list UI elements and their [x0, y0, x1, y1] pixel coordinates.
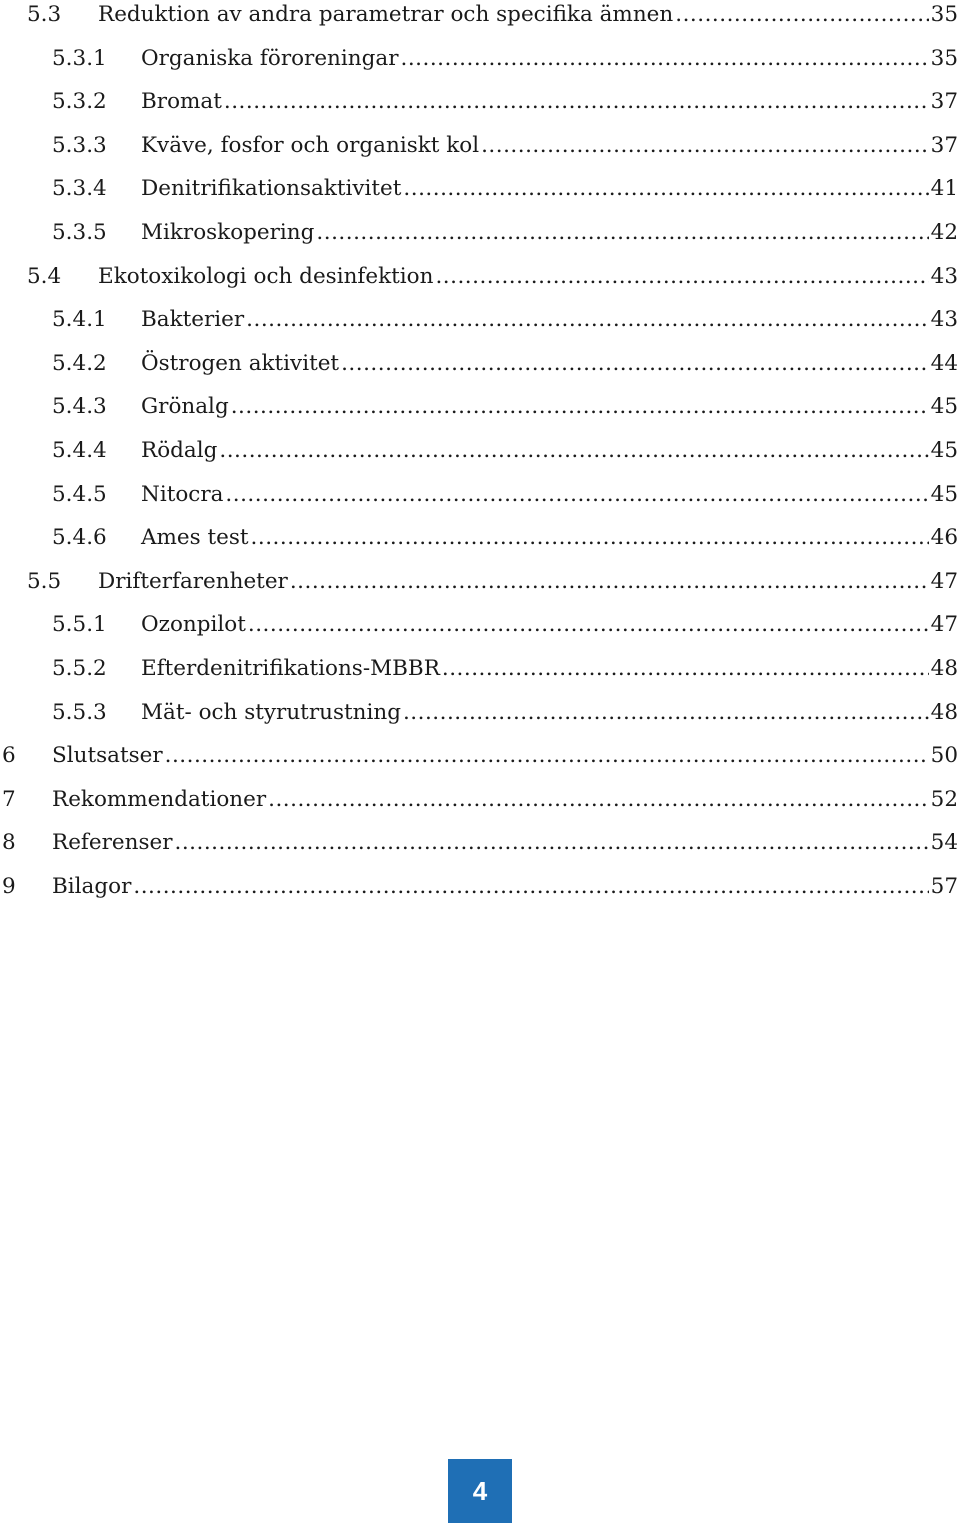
- toc-entry-page: 57: [930, 874, 958, 899]
- toc-entry[interactable]: [0, 654, 960, 684]
- toc-entry[interactable]: [0, 698, 960, 728]
- toc-entry-title: Grönalg: [141, 394, 229, 420]
- toc-entry[interactable]: [0, 349, 960, 379]
- toc-leader-dots: [481, 131, 929, 161]
- toc-entry-number: 5.4.2: [52, 350, 107, 376]
- toc-leader-dots: [246, 305, 928, 335]
- toc-leader-dots: [316, 218, 928, 248]
- toc-entry[interactable]: [0, 392, 960, 422]
- toc-entry[interactable]: [0, 218, 960, 248]
- toc-entry[interactable]: [0, 610, 960, 640]
- toc-entry-number: 5.5: [27, 568, 62, 594]
- toc-entry-title: Bromat: [141, 89, 222, 115]
- toc-entry-page: 35: [930, 2, 958, 27]
- toc-leader-dots: [403, 698, 929, 728]
- page-number: 4: [472, 1475, 488, 1506]
- toc-entry-page: 37: [930, 89, 958, 115]
- toc-entry-number: 5.4.3: [52, 394, 107, 420]
- toc-entry-number: 5.4: [27, 263, 62, 289]
- toc-entry-page: 45: [930, 438, 958, 463]
- toc-entry-title: Denitrifikationsaktivitet: [141, 176, 402, 202]
- toc-entry[interactable]: [0, 131, 960, 161]
- toc-entry-page: 48: [930, 699, 958, 725]
- toc-entry-number: 5.3: [27, 2, 62, 27]
- toc-entry-number: 5.3.1: [52, 45, 107, 71]
- toc-entry-page: 50: [930, 743, 958, 769]
- toc-entry-page: 43: [930, 307, 958, 333]
- toc-entry-title: Reduktion av andra parametrar och specifika ämnen: [98, 2, 674, 27]
- toc-entry-title: Ames test: [141, 525, 249, 551]
- toc-entry-title: Nitocra: [141, 481, 224, 507]
- toc-entry[interactable]: [0, 567, 960, 597]
- toc-entry-title: Referenser: [52, 830, 173, 856]
- toc-entry[interactable]: [0, 828, 960, 858]
- toc-entry-page: 45: [930, 481, 958, 507]
- toc-entry[interactable]: [0, 523, 960, 553]
- toc-leader-dots: [251, 523, 929, 553]
- toc-entry[interactable]: [0, 741, 960, 771]
- toc-leader-dots: [341, 349, 929, 379]
- toc-leader-dots: [442, 654, 929, 684]
- toc-leader-dots: [224, 87, 929, 117]
- toc-leader-dots: [231, 392, 929, 422]
- toc-leader-dots: [133, 872, 928, 902]
- toc-entry-title: Rödalg: [141, 438, 218, 463]
- toc-entry-page: 45: [930, 394, 958, 420]
- toc-entry-title: Mikroskopering: [141, 220, 315, 245]
- toc-leader-dots: [225, 480, 928, 510]
- toc-entry[interactable]: [0, 305, 960, 335]
- toc-entry-title: Drifterfarenheter: [98, 568, 288, 594]
- toc-entry-page: 46: [930, 525, 958, 551]
- toc-entry-number: 6: [2, 743, 16, 769]
- toc-entry-number: 5.4.6: [52, 525, 107, 551]
- toc-entry-page: 35: [930, 45, 958, 71]
- toc-entry-page: 48: [930, 656, 958, 681]
- toc-leader-dots: [174, 828, 928, 858]
- toc-entry-title: Ekotoxikologi och desinfektion: [98, 263, 434, 289]
- toc-entry-number: 5.5.3: [52, 699, 107, 725]
- toc-leader-dots: [290, 567, 929, 597]
- toc-entry-number: 5.3.4: [52, 176, 107, 202]
- toc-entry-page: 44: [930, 350, 958, 376]
- toc-entry-number: 5.4.5: [52, 481, 107, 507]
- toc-leader-dots: [403, 174, 928, 204]
- toc-entry-title: Bakterier: [141, 307, 245, 333]
- toc-entry-title: Organiska föroreningar: [141, 45, 399, 71]
- toc-entry-number: 5.3.2: [52, 89, 107, 115]
- toc-entry-title: Ozonpilot: [141, 612, 246, 638]
- toc-leader-dots: [165, 741, 929, 771]
- toc-entry-title: Bilagor: [52, 874, 132, 899]
- toc-leader-dots: [248, 610, 929, 640]
- toc-entry[interactable]: [0, 87, 960, 117]
- toc-entry[interactable]: [0, 44, 960, 74]
- toc-entry[interactable]: [0, 0, 960, 30]
- toc-leader-dots: [435, 262, 928, 292]
- toc-entry-title: Östrogen aktivitet: [141, 350, 340, 376]
- toc-entry[interactable]: [0, 785, 960, 815]
- toc-entry-title: Rekommendationer: [52, 786, 267, 812]
- toc-leader-dots: [219, 436, 928, 466]
- toc-entry-number: 7: [2, 786, 16, 812]
- toc-entry-number: 5.4.4: [52, 438, 107, 463]
- toc-entry-title: Efterdenitrifikations-MBBR: [141, 656, 440, 681]
- toc-entry-title: Kväve, fosfor och organiskt kol: [141, 132, 480, 158]
- toc-leader-dots: [400, 44, 928, 74]
- toc-entry[interactable]: [0, 480, 960, 510]
- toc-leader-dots: [675, 0, 928, 30]
- toc-entry[interactable]: [0, 262, 960, 292]
- toc-entry-title: Mät- och styrutrustning: [141, 699, 401, 725]
- toc-entry-number: 5.3.3: [52, 132, 107, 158]
- toc-entry-page: 37: [930, 132, 958, 158]
- toc-entry-page: 54: [930, 830, 958, 856]
- toc-entry-number: 5.3.5: [52, 220, 107, 245]
- toc-entry-page: 41: [930, 176, 958, 202]
- toc-entry-page: 42: [930, 220, 958, 245]
- toc-entry-page: 52: [930, 786, 958, 812]
- toc-entry-number: 5.5.1: [52, 612, 107, 638]
- toc-leader-dots: [268, 785, 929, 815]
- toc-entry-number: 5.5.2: [52, 656, 107, 681]
- toc-entry-page: 43: [930, 263, 958, 289]
- toc-entry-number: 5.4.1: [52, 307, 107, 333]
- toc-entry-title: Slutsatser: [52, 743, 163, 769]
- toc-entry-page: 47: [930, 612, 958, 638]
- toc-entry-number: 8: [2, 830, 16, 856]
- toc-entry-page: 47: [930, 568, 958, 594]
- toc-entry[interactable]: [0, 436, 960, 466]
- toc-entry[interactable]: [0, 174, 960, 204]
- toc-entry[interactable]: [0, 872, 960, 902]
- toc-entry-number: 9: [2, 874, 16, 899]
- page-number-badge: [448, 1459, 512, 1523]
